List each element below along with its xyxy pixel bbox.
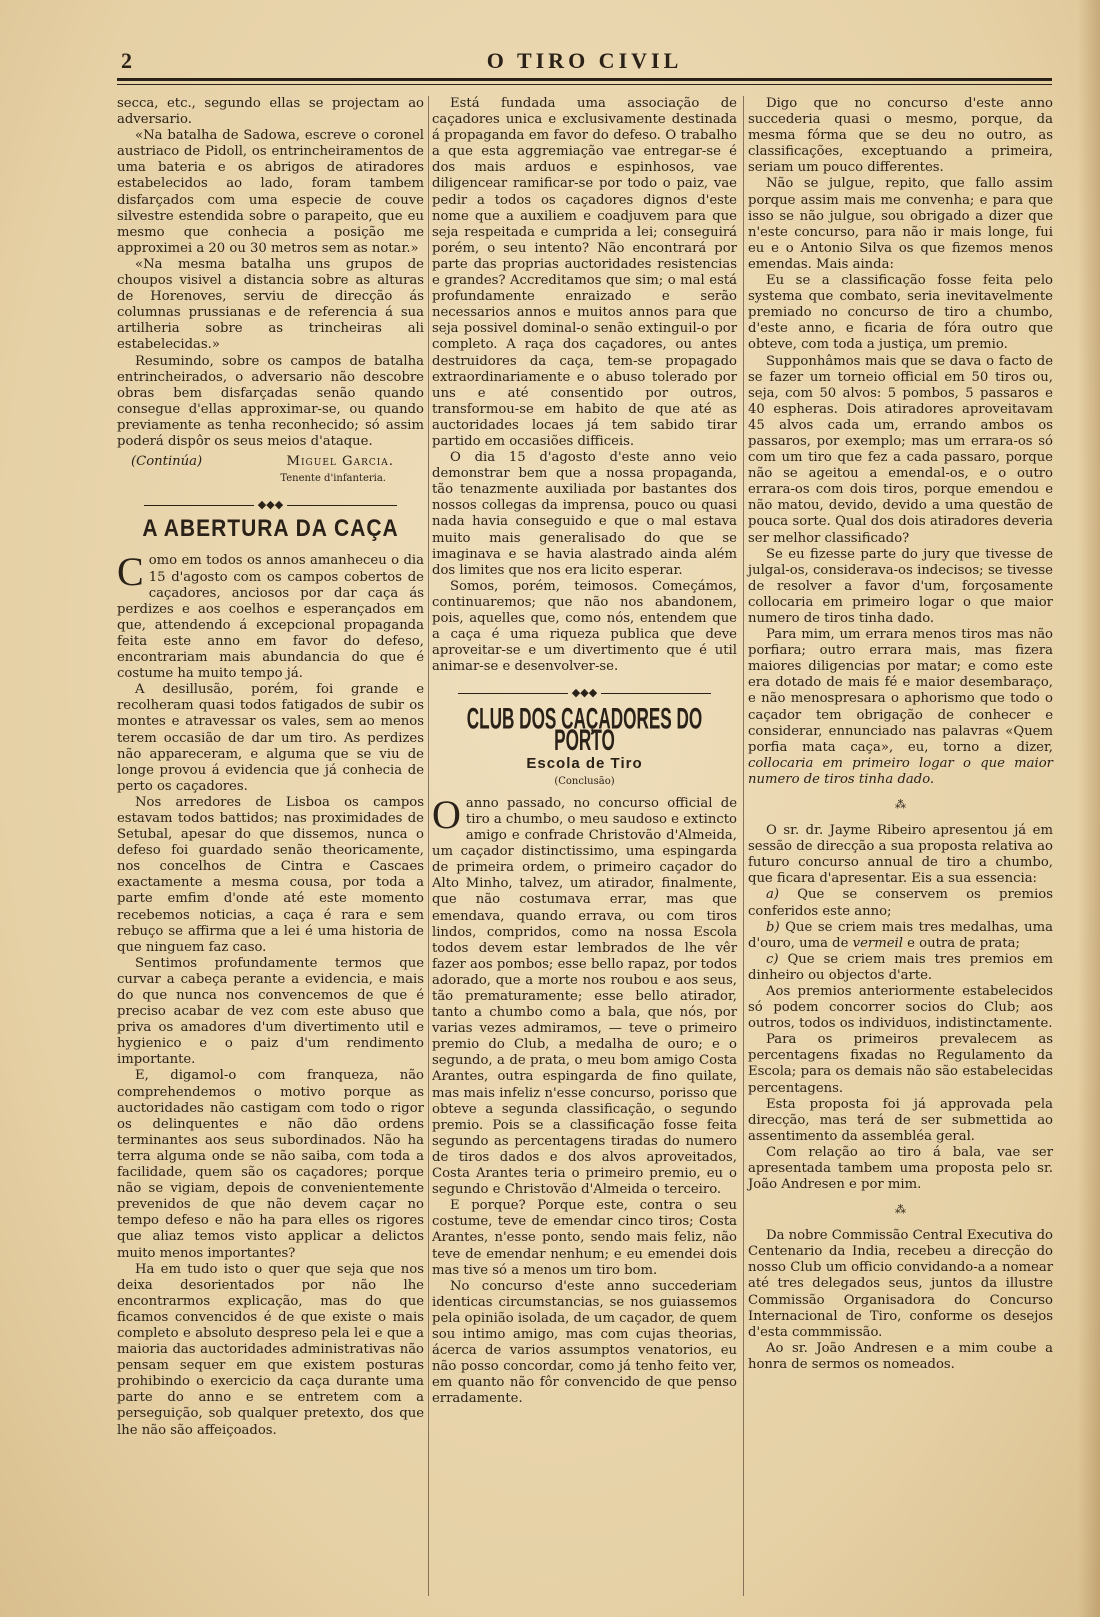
paragraph: Esta proposta foi já approvada pela direcção, mas terá de ser submettida ao assentimento da assembléa geral. [748,1096,1053,1144]
drop-cap: C [117,549,144,595]
section-ornament [117,497,424,513]
list-item-text: Que se criem mais tres medalhas, uma d'ouro, uma de [748,919,1053,951]
ornament-glyph: ◆◆◆ [257,498,284,512]
paragraph: E porque? Porque este, contra o seu costume, teve de emendar cinco tiros; Costa Arantes, n'esse ponto, sendo mais feliz, não teve de emendar nenhum; e eu emendei dois mas tive só a menos um tiro bom. [432,1198,737,1278]
paragraph-text: anno passado, no concurso official de tiro a chumbo, o meu saudoso e extincto amigo e confrade Christovão d'Almeida, um caçador distinctissimo, uma espingarda de primeira ordem, o primeiro caçador do Alto Minho, talvez, um atirador, finalmente, que não costumava errar, mas que emendava, quando errava, ou com tiros lindos, compridos, como na nossa Escola todos devem estar lembrados de lhe vêr fazer aos pombos; esse bello rapaz, por todos adorado, que a morte nos roubou e aos seus, tão prematuramente; esse bello atirador, tanto a chumbo como a bala, que nós, por varias vezes admiramos, — teve o primeiro premio do Club, a medalha de ouro; e o segundo, a de prata, o meu bom amigo Costa Arantes, outra espingarda de fino quilate, mas mais infeliz n'esse concurso, porisso que obteve a segunda classificação, o segundo premio. Pois se a classificação fosse feita segundo as percentagens tiradas do numero de tiros dados e dos alvos aproveitados, Costa Arantes teria o primeiro premio, eu o segundo e Christovão d'Almeida o terceiro. [432,795,737,1198]
column-divider [428,96,429,1596]
paragraph: Está fundada uma associação de caçadores unica e exclusivamente destinada á propaganda em favor do defeso. O trabalho a que esta aggremiação vae entregar-se é dos mais arduos e espinhosos, vae diligencear ramificar-se por todo o paiz, vae pedir a todos os caçadores dignos d'este nome que a auxiliem e coadjuvem para que seja respeitada e cumprida a lei; conseguirá porém, o seu intento? Não encontrará por parte das proprias auctoridades resistencias e grandes? Accreditamos que sim; o mal está profundamente enraizado e serão necessarios annos e muitos annos para que seja possivel dominal-o senão extinguil-o por completo. A raça dos caçadores, ou antes destruidores da caça, tem-se propagado extraordinariamente e o abuso tolerado por uns e até consentido por outros, transformou-se em habito de que até as auctoridades locaes já tem sabido tirar partido em occasiões difficeis. [432,96,737,449]
paragraph: Supponhâmos mais que se dava o facto de se fazer um torneio official em 50 tiros ou, seja, com 50 alvos: 5 pombos, 5 passaros e 40 espheras. Dois atiradores aproveitavam 45 alvos cada um, errando ambos os passaros, por exemplo; mas um errara-os só com um tiro que fez a cada passaro, porque não se ageitou a emendal-os, e o outro errara-os com dois tiros, porque emendou e não matou, devido, devido a uma questão de pouca sorte. Qual dos dois atiradores deveria ser melhor classificado? [748,353,1053,546]
section-ornament [432,685,737,701]
ornament-glyph: ◆◆◆ [571,686,598,700]
paragraph: Eu se a classificação fosse feita pelo systema que combato, seria inevitavelmente premiado no concurso de tiro a chumbo, d'este anno, e ficaria de fóra outro que obteve, com toda a justiça, um premio. [748,273,1053,353]
article-headline: A ABERTURA DA CAÇA [142,515,399,543]
masthead-title: O TIRO CIVIL [486,48,683,73]
author-rank: Tenente d'infanteria. [280,473,386,485]
paragraph: Para os primeiros prevalecem as percentagens fixadas no Regulamento da Escola; para os demais não são estabelecidas percentagens. [748,1032,1053,1096]
paragraph: «Na batalha de Sadowa, escreve o coronel austriaco de Pidoll, os entrincheiramentos de uma bateria e os abrigos de atiradores estabelecidos ao lado, foram tambem disfarçados com uma especie de couve silvestre estendida sobre o parapeito, que eu mesmo que conhecia a posição me approximei a 20 ou 30 metros sem as notar.» [117,128,424,256]
page-edge-shadow [1078,0,1100,1617]
paragraph: Somos, porém, teimosos. Começámos, continuaremos; que não nos abandonem, pois, aquelles que, como nós, entendem que a caça é uma riqueza publica que deve aproveitar-se e um divertimento que é util animar-se e desenvolver-se. [432,578,737,675]
asterism-divider: ⁂ [895,1203,906,1217]
paragraph-with-dropcap [432,791,737,1198]
paragraph: O sr. dr. Jayme Ribeiro apresentou já em sessão de direcção a sua proposta relativa ao futuro concurso annual de tiro a chumbo, que ficara d'apresentar. Eis a sua essencia: [748,823,1053,887]
paragraph: Não se julgue, repito, que fallo assim porque assim mais me convenha; e para que isso se não julgue, sou obrigado a dizer que n'este concurso, para não ir mais longe, fui eu e o Antonio Silva os que fizemos menos emendas. Mais ainda: [748,176,1053,272]
paragraph-text: omo em todos os annos amanheceu o dia 15 d'agosto com os campos cobertos de caçadores, anciosos por dar caça ás perdizes e aos coelhos e esperançados em que, attendendo á excepcional propaganda feita este anno em favor do defeso, encontrariam mais abundancia do que é costume ha muito tempo já. [117,553,424,682]
paragraph: Da nobre Commissão Central Executiva do Centenario da India, recebeu a direcção do nosso Club um officio convidando-a a nomear até tres delegados seus, juntos da illustre Commissão Organisadora do Concurso Internacional de Tiro, conforme os desejos d'esta commmissão. [748,1228,1054,1340]
page-number: 2 [121,48,132,73]
paragraph: Ha em tudo isto o quer que seja que nos deixa desorientados por não lhe encontrarmos explicação, mas do que ficamos convencidos é de que existe o mais completo e absoluto despreso pela lei e que a maioria das auctoridades administrativas não pensam sequer em que existem posturas prohibindo o exercicio da caça durante uma parte do anno e se entretem com a perseguição, sob qualquer pretexto, dos que lhe não são affeiçoados. [117,1261,424,1438]
author-name: Miguel Garcia. [286,454,394,470]
continued-label: (Continúa) [131,454,203,470]
list-marker: a) [766,887,780,903]
paragraph: Com relação ao tiro á bala, vae ser apresentada tambem uma proposta pelo sr. João Andresen e por mim. [748,1144,1053,1193]
list-item [748,920,1053,952]
paragraph: A desillusão, porém, foi grande e recolheram quasi todos fatigados de subir os montes e atravessar os vales, sem ao menos terem occasião de dar um tiro. As perdizes não appareceram, e alguma que se viu de longe provou á evidencia que já conhecia de perto os caçadores. [117,682,424,794]
column-3 [748,96,1053,1373]
paragraph [748,627,1053,788]
paragraph: «Na mesma batalha uns grupos de choupos visivel a distancia sobre as alturas de Horenoves, serviu de direcção ás columnas prussianas e de referencia á sua artilheria sobre as trincheiras ali estabelecidas.» [117,256,424,353]
column-1 [117,96,424,1439]
paragraph: secca, etc., segundo ellas se projectam ao adversario. [117,96,424,128]
article-byline [117,454,424,470]
paragraph: Sentimos profundamente termos que curvar a cabeça perante a evidencia, e mais do que nunca nos convencemos de que é preciso acabar de vez com este abuso que priva os amadores d'um divertimento util e hygienico e o paiz d'um rendimento importante. [117,955,424,1068]
drop-cap: O [432,791,461,837]
article-headline: CLUB DOS CAÇADORES DO PORTO [466,701,703,757]
paragraph-text: Para mim, um errara menos tiros mas não porfiara; outro errara mais, mas fizera maiores diligencias por matar; e como este era dotado de mais fé e maior desembaraço, e não menospresara o aphorismo que todo o caçador tem obrigação de conhecer e considerar, ennunciado nas palavras «Quem porfia mata caça», eu, torno a dizer, [748,627,1053,755]
italic-quote: collocaria em primeiro logar o que maior numero de tiros tinha dado. [748,755,1053,787]
paragraph: Digo que no concurso d'este anno succederia quasi o mesmo, porque, da mesma fórma que se deu no outro, as classificações, exceptuando a primeira, seriam um pouco differentes. [748,96,1053,176]
list-item-text: e outra de prata; [907,935,1020,951]
column-2 [432,96,737,1407]
list-item [748,952,1053,984]
header-rule-thick [117,78,1052,81]
paragraph: E, digamol-o com franqueza, não comprehendemos o motivo porque as auctoridades não castigam com todo o rigor os delinquentes e não dão ordens terminantes aos seus subordinados. Não ha terra alguma onde se não saiba, com toda a facilidade, quem são os caçadores; porque não se vigiam, depois de convenientemente prevenidos de que não devem caçar no tempo defeso e não ha para elles os rigores que aliaz temos visto applicar a delictos muito menos importantes? [117,1068,424,1261]
paragraph: Se eu fizesse parte do jury que tivesse de julgal-os, considerava-os indecisos; se tivesse de resolver a favor d'um, forçosamente collocaria em primeiro logar o que maior numero de tiros tinha dado. [748,546,1053,626]
page-header [117,46,1052,76]
paragraph: Aos premios anteriormente estabelecidos só podem concorrer socios do Club; aos outros, todos os individuos, indistinctamente. [748,983,1053,1032]
list-item-text: Que se conservem os premios conferidos este anno; [748,887,1053,919]
asterism-divider: ⁂ [895,798,906,812]
article-subheadline: Escola de Tiro [526,754,643,772]
list-item [748,887,1053,919]
paragraph-with-dropcap [117,549,424,682]
list-item-text: Que se criem mais tres premios em dinheiro ou objectos d'arte. [748,951,1053,983]
list-marker: c) [766,951,779,967]
column-divider [743,96,744,1596]
list-marker: b) [766,919,780,935]
conclusion-note: (Conclusão) [554,775,615,787]
paragraph: O dia 15 d'agosto d'este anno veio demonstrar bem que a nossa propaganda, tão tenazmente auxiliada por bastantes dos nossos collegas da imprensa, pouco ou quasi nada havia conseguido e que o mal estava muito mais generalisado do que se imaginava e se havia alastrado ainda além dos limites que nos era licito esperar. [432,450,737,578]
paragraph: Ao sr. João Andresen e a mim coube a honra de sermos os nomeados. [748,1340,1053,1372]
paragraph: Nos arredores de Lisboa os campos estavam todos battidos; nas proximidades de Setubal, apesar do que dissemos, nunca o defeso foi guardado senão theoricamente, nos concelhos de Cintra e Cascaes exactamente a mesma cousa, por toda a parte emfim d'onde até este momento recebemos noticias, a caça é rara e sem rebuço se affirma que a lei é uma historia de que ninguem faz caso. [117,794,424,955]
paragraph: Resumindo, sobre os campos de batalha entrincheirados, o adversario não descobre obras bem disfarçadas senão quando consegue d'ellas approximar-se, ou quando previamente as tenha reconhecido; só assim poderá dispôr os seus meios d'ataque. [117,353,424,449]
header-rule-thin [117,84,1052,85]
list-item-italic: vermeil [852,935,903,951]
paragraph: No concurso d'este anno succederiam identicas circumstancias, se nos guiassemos pela opinião isolada, de um caçador, de quem sou intimo amigo, mas com cujas theorias, ácerca de varios assumptos venatorios, eu não posso concordar, como já tenho feito ver, em quanto não fôr convencido de que penso erradamente. [432,1278,737,1407]
